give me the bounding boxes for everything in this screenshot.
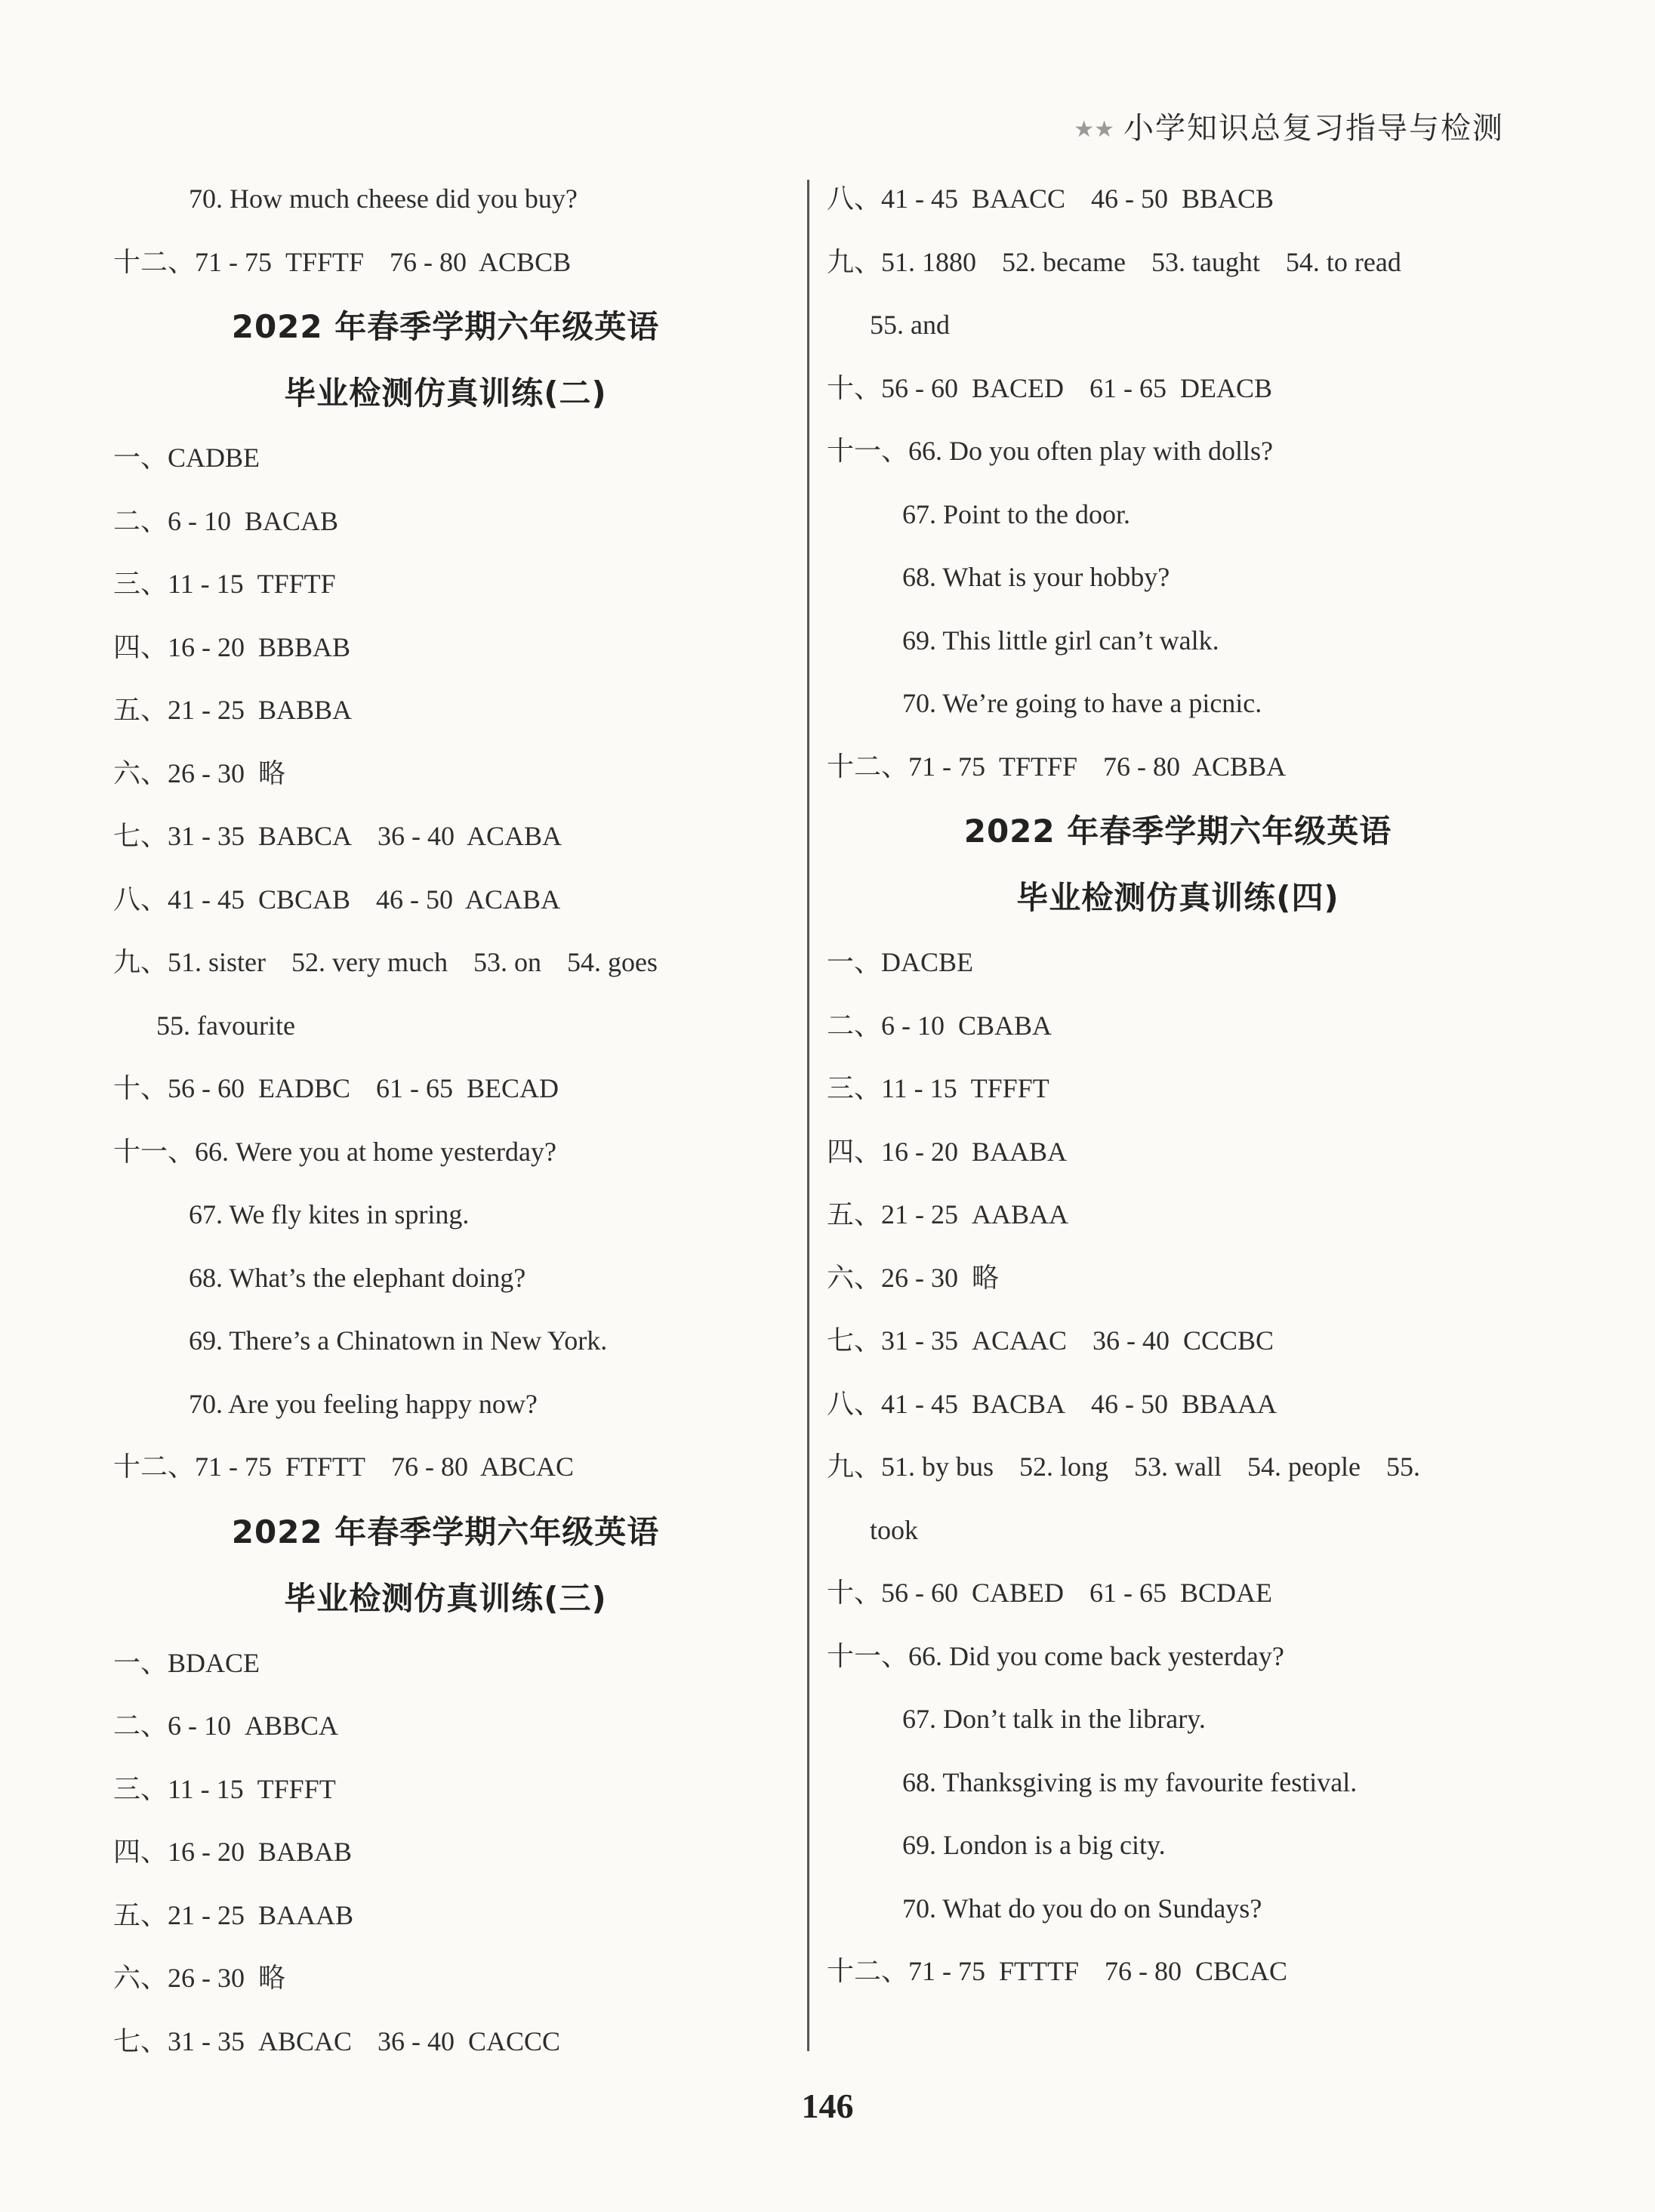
answer-part: 53. wall xyxy=(1134,1452,1222,1482)
answer-line xyxy=(113,231,778,295)
answer-line xyxy=(113,931,778,995)
answer-line: 二、6 - 10 CBABA xyxy=(827,1010,1052,1041)
two-star-icon: ★★ xyxy=(1074,116,1114,143)
answer-line: 67. We fly kites in spring. xyxy=(189,1199,470,1229)
answer-part: 53. taught xyxy=(1151,246,1260,277)
answer-line xyxy=(113,2010,778,2074)
answer-part: 九、51. sister xyxy=(113,947,266,977)
answer-line: 五、21 - 25 BAAAB xyxy=(113,1899,354,1930)
answer-part: 七、31 - 35 ABCAC xyxy=(113,2025,353,2056)
answer-part: 十二、71 - 75 FTTTF xyxy=(827,1956,1080,1986)
answer-line xyxy=(113,868,778,932)
answer-part: 八、41 - 45 BAACC xyxy=(827,184,1066,214)
column-divider xyxy=(807,180,809,2051)
answer-part: 53. on xyxy=(473,947,541,977)
answer-line: 70. What do you do on Sundays? xyxy=(902,1893,1262,1924)
answer-part: 36 - 40 ACABA xyxy=(378,821,562,851)
answer-line xyxy=(827,1562,1529,1625)
answer-line xyxy=(113,1057,778,1121)
answer-part: 八、41 - 45 CBCAB xyxy=(113,884,351,915)
answer-part: 61 - 65 BCDAE xyxy=(1089,1578,1272,1608)
answer-line xyxy=(827,1373,1529,1436)
answer-line: 十一、66. Were you at home yesterday? xyxy=(113,1136,556,1167)
answer-part: 七、31 - 35 ACAAC xyxy=(827,1325,1068,1356)
answer-line: 一、BDACE xyxy=(113,1647,260,1678)
answer-line: 十一、66. Do you often play with dolls? xyxy=(827,436,1273,466)
answer-part: 52. very much xyxy=(291,947,448,977)
answer-line: 69. This little girl can’t walk. xyxy=(902,625,1219,656)
answer-part: 九、51. by bus xyxy=(827,1452,994,1482)
answer-part: 76 - 80 ACBBA xyxy=(1103,751,1287,782)
answer-part: 54. people xyxy=(1247,1452,1361,1482)
answer-line: 67. Don’t talk in the library. xyxy=(902,1704,1206,1734)
answer-part: 36 - 40 CACCC xyxy=(378,2025,561,2056)
answer-part: 54. goes xyxy=(566,947,658,977)
answer-line xyxy=(827,357,1529,421)
answer-part: 十、56 - 60 EADBC xyxy=(113,1073,350,1103)
section-title: 2022 年春季学期六年级英语 xyxy=(231,308,660,345)
answer-line: 三、11 - 15 TFFFT xyxy=(113,1773,336,1804)
answer-line: 70. Are you feeling happy now? xyxy=(189,1388,538,1419)
answer-part: 76 - 80 ACBCB xyxy=(390,246,572,277)
answer-part: 46 - 50 BBAAA xyxy=(1091,1388,1277,1419)
answer-line: 四、16 - 20 BBBAB xyxy=(113,631,351,662)
answer-line: 三、11 - 15 TFFTF xyxy=(113,569,336,599)
answer-line xyxy=(113,1436,778,1499)
answer-line xyxy=(827,231,1529,295)
answer-line xyxy=(827,1310,1529,1373)
answer-part: 十二、71 - 75 TFTFF xyxy=(827,751,1078,782)
answer-line: 六、26 - 30 略 xyxy=(827,1262,999,1293)
answer-line xyxy=(113,805,778,868)
section-title: 毕业检测仿真训练(四) xyxy=(1016,879,1339,916)
answer-part: 十二、71 - 75 TFFTF xyxy=(113,246,365,277)
answer-part: 55. xyxy=(1385,1452,1420,1482)
answer-part: 八、41 - 45 BACBA xyxy=(827,1388,1066,1419)
answer-line: 55. favourite xyxy=(156,1010,295,1041)
answer-part: 十二、71 - 75 FTFTT xyxy=(113,1452,366,1482)
page-number: 146 xyxy=(801,2087,854,2125)
answer-part: 52. became xyxy=(1002,246,1126,277)
answer-part: 九、51. 1880 xyxy=(827,246,977,277)
answer-line: 四、16 - 20 BABAB xyxy=(113,1837,353,1867)
answer-part: 61 - 65 DEACB xyxy=(1089,372,1272,403)
answer-line: 四、16 - 20 BAABA xyxy=(827,1136,1068,1167)
section-title: 毕业检测仿真训练(二) xyxy=(284,375,607,412)
answer-part: 54. to read xyxy=(1285,246,1401,277)
answer-line: 68. Thanksgiving is my favourite festival. xyxy=(902,1766,1358,1797)
answer-line: 68. What’s the elephant doing? xyxy=(189,1262,526,1293)
answer-part: 十、56 - 60 CABED xyxy=(827,1578,1064,1608)
answer-line: 十一、66. Did you come back yesterday? xyxy=(827,1640,1284,1671)
answer-line: 六、26 - 30 略 xyxy=(113,1963,285,1993)
answer-part: 52. long xyxy=(1019,1452,1109,1482)
book-title: 小学知识总复习指导与检测 xyxy=(1123,111,1504,146)
answer-line: 五、21 - 25 BABBA xyxy=(113,695,353,725)
answer-line: took xyxy=(870,1514,919,1545)
left-column xyxy=(113,168,778,2073)
right-column xyxy=(827,168,1529,2004)
answer-line: 55. and xyxy=(870,310,950,340)
answer-part: 36 - 40 CCCBC xyxy=(1093,1325,1274,1356)
answer-line: 70. We’re going to have a picnic. xyxy=(902,688,1262,718)
answer-part: 76 - 80 ABCAC xyxy=(391,1452,575,1482)
answer-part: 46 - 50 BBACB xyxy=(1091,184,1274,214)
answer-line: 67. Point to the door. xyxy=(902,498,1131,529)
answer-line: 六、26 - 30 略 xyxy=(113,757,285,788)
answer-line: 69. There’s a Chinatown in New York. xyxy=(189,1325,608,1356)
answer-part: 61 - 65 BECAD xyxy=(376,1073,559,1103)
page-header xyxy=(1074,104,1504,147)
answer-part: 十、56 - 60 BACED xyxy=(827,372,1064,403)
answer-line: 二、6 - 10 ABBCA xyxy=(113,1711,339,1741)
answer-line xyxy=(827,168,1529,231)
answer-line: 70. How much cheese did you buy? xyxy=(189,184,578,214)
answer-line xyxy=(827,736,1529,799)
answer-part: 46 - 50 ACABA xyxy=(376,884,561,915)
answer-line: 69. London is a big city. xyxy=(902,1830,1166,1860)
section-title: 2022 年春季学期六年级英语 xyxy=(231,1513,660,1550)
answer-line: 二、6 - 10 BACAB xyxy=(113,505,339,536)
section-title: 毕业检测仿真训练(三) xyxy=(284,1579,607,1617)
answer-line: 68. What is your hobby? xyxy=(902,562,1170,592)
answer-line xyxy=(827,1940,1529,2004)
answer-line: 五、21 - 25 AABAA xyxy=(827,1199,1068,1229)
answer-line: 三、11 - 15 TFFFT xyxy=(827,1073,1049,1103)
answer-line: 一、CADBE xyxy=(113,443,260,473)
answer-part: 76 - 80 CBCAC xyxy=(1105,1956,1288,1986)
answer-line xyxy=(827,1436,1529,1499)
section-title: 2022 年春季学期六年级英语 xyxy=(963,813,1392,850)
answer-line: 一、DACBE xyxy=(827,947,974,977)
answer-part: 七、31 - 35 BABCA xyxy=(113,821,353,851)
